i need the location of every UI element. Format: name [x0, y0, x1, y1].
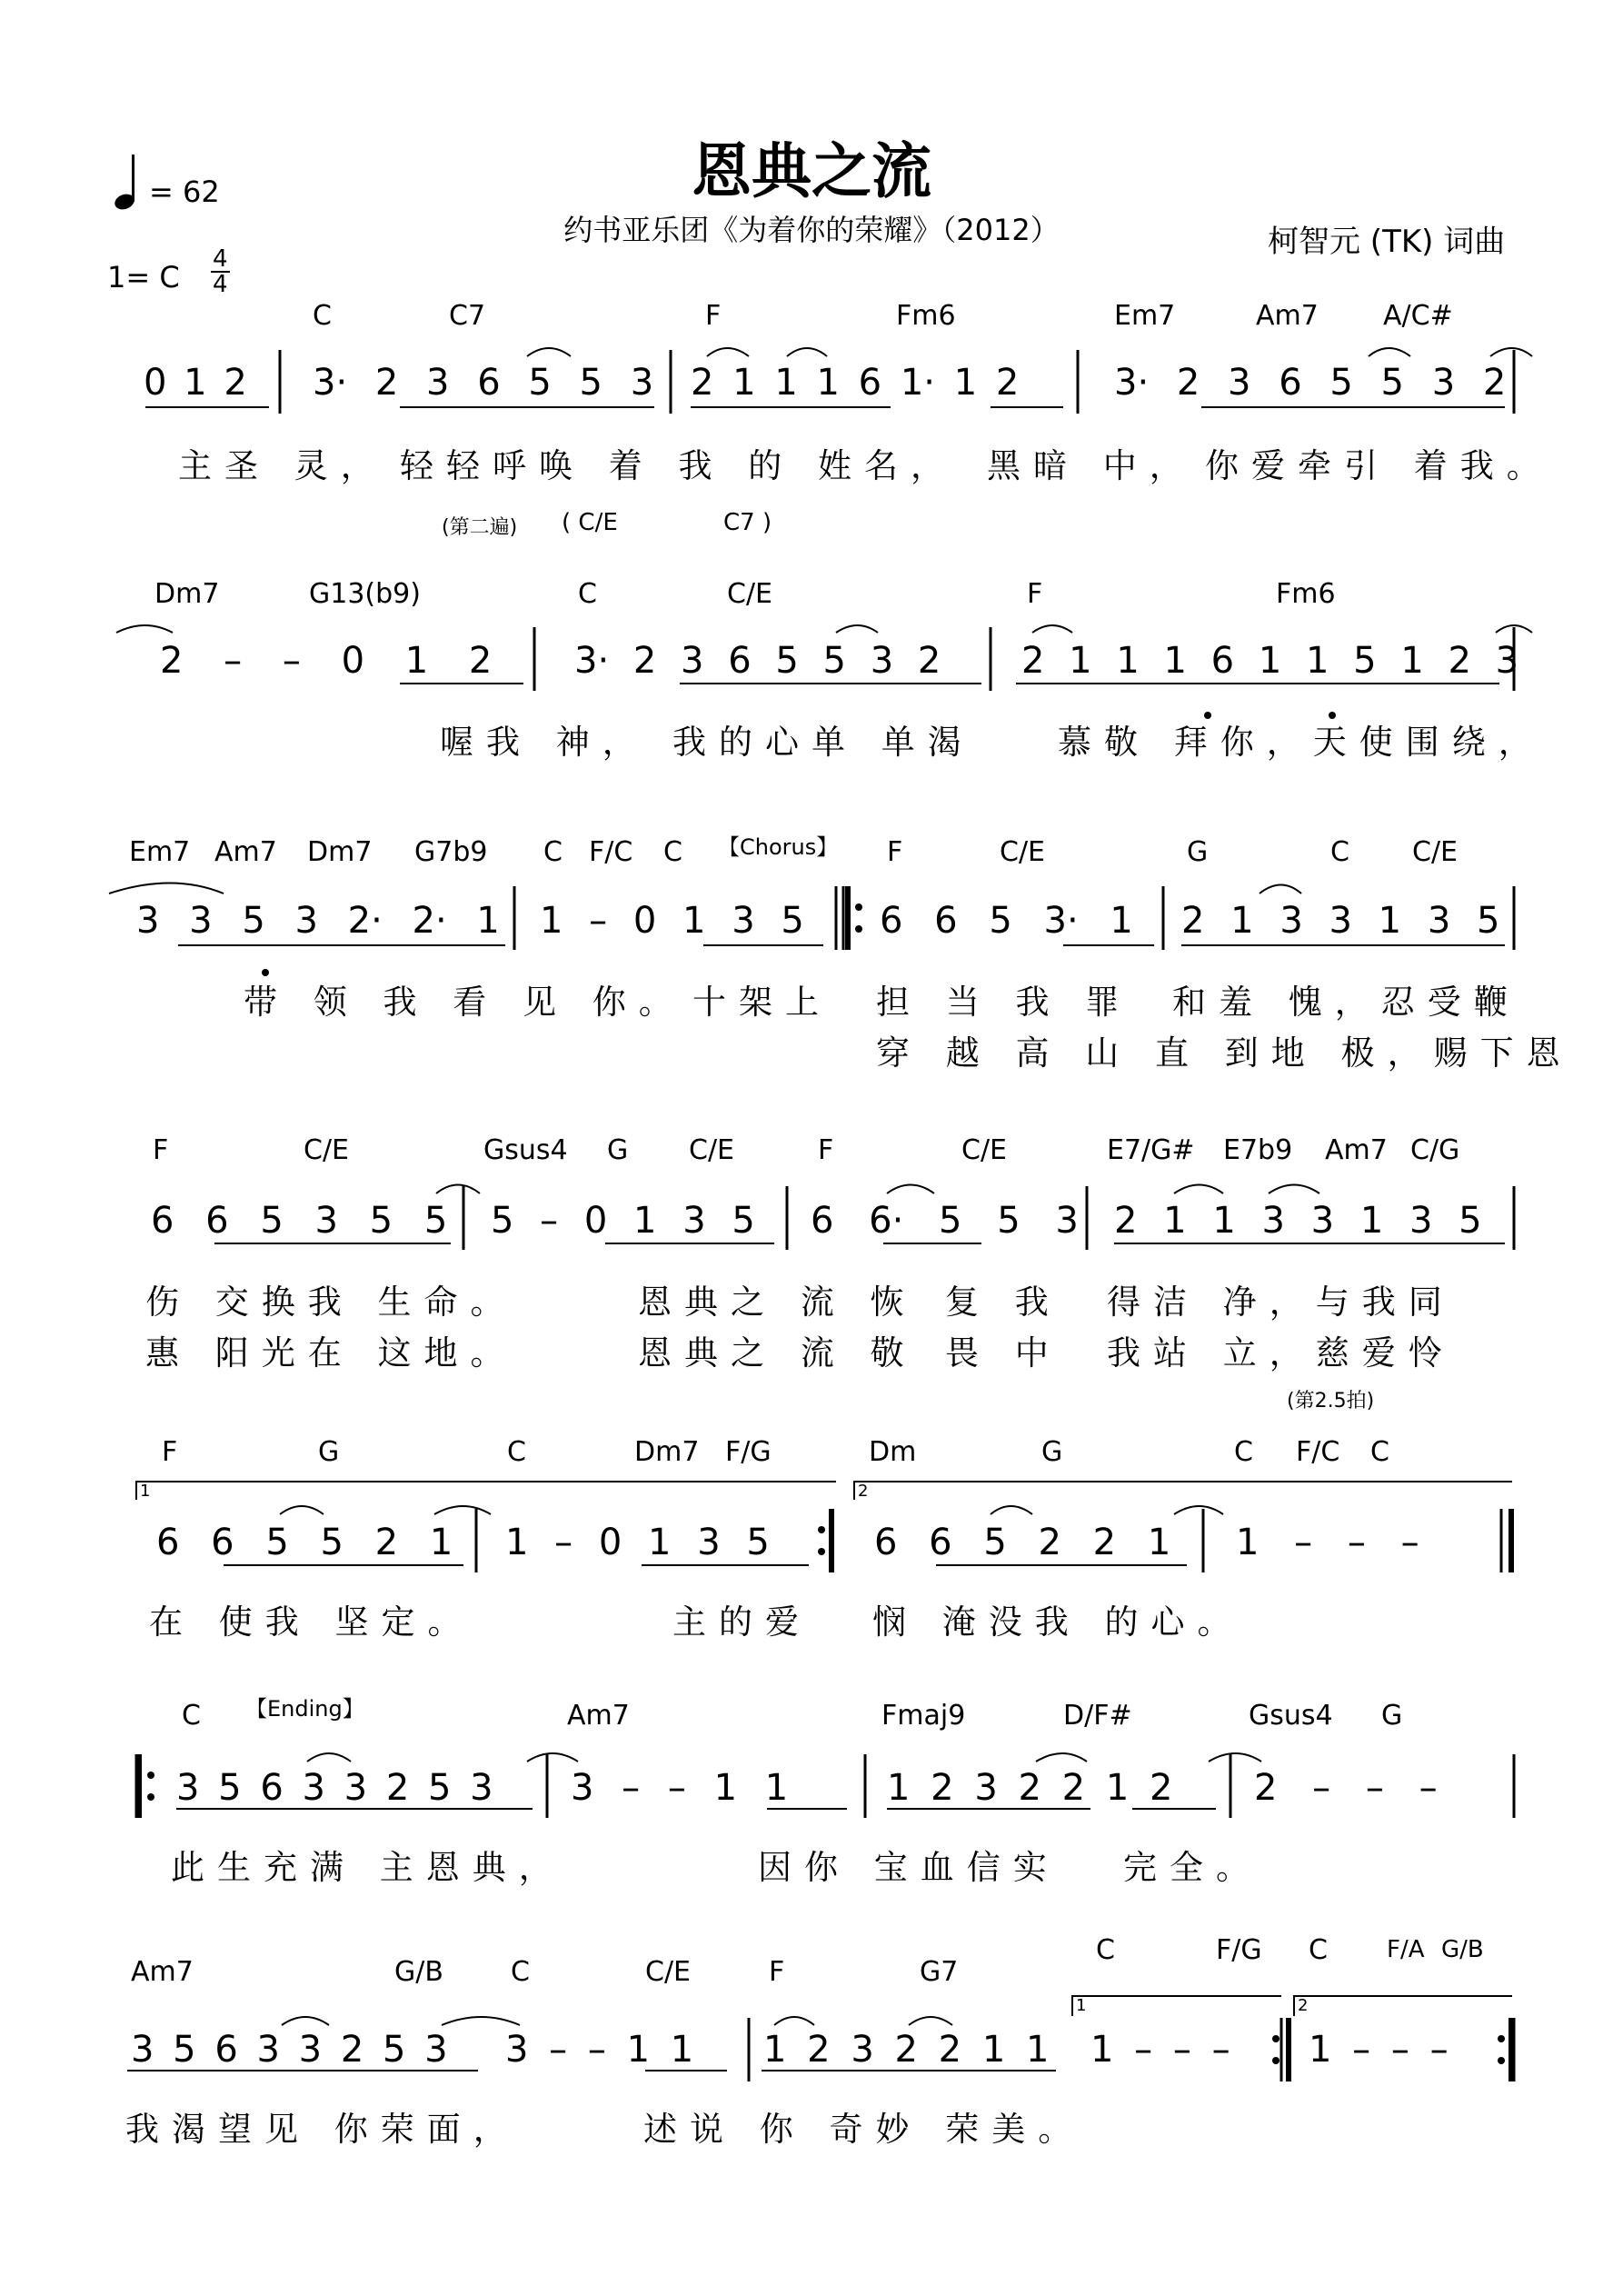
lyric-line: 恩典之 流 恢: [638, 1283, 917, 1322]
notation-measure: 6 6 5 3· 1: [880, 900, 1133, 942]
notation-measure: 2 – – 0 1 2: [160, 640, 493, 682]
lyric-line: 我的心单 单渴: [672, 723, 974, 762]
tempo-value: = 62: [149, 175, 220, 209]
composer-credit: 柯智元 (TK) 词曲: [1268, 224, 1506, 260]
chord-label: C: [507, 1436, 526, 1468]
chord-label: G7b9: [414, 836, 488, 868]
lyric-line: 因你 宝血信实: [758, 1848, 1060, 1887]
notation-measure: 2 1 1 1 6 1 1 5 1 2 3: [1021, 640, 1519, 682]
chord-label: F/G: [1216, 1934, 1262, 1966]
notation-measure: 6 6 5 5 2 1: [156, 1522, 453, 1563]
chord-label: C: [1330, 836, 1349, 868]
section-tag-ending: 【Ending】: [245, 1696, 364, 1722]
chord-label: C/E: [645, 1956, 692, 1988]
chord-label: A/C#: [1383, 300, 1453, 332]
lyric-line: 主圣 灵，: [178, 446, 387, 485]
chord-label: C/E: [304, 1134, 350, 1166]
chord-label: F: [818, 1134, 834, 1166]
chord-label: Em7: [129, 836, 191, 868]
alt-chord-label: ( C/E: [562, 509, 618, 536]
notation-measure: 1 2 3 2 2 1 2: [887, 1767, 1173, 1809]
notation-measure: 3 – – 1 1: [505, 2029, 694, 2071]
notation-measure: 2 1 3 3 1 3 5: [1181, 900, 1500, 942]
chord-label: Gsus4: [1249, 1700, 1333, 1732]
chord-label: C/E: [961, 1134, 1008, 1166]
chord-label: C7: [449, 300, 486, 332]
time-signature-top: 4: [213, 245, 228, 273]
lyric-line: 复 我: [945, 1283, 1061, 1322]
chord-label: C: [313, 300, 332, 332]
lyric-line: 主的爱: [672, 1602, 812, 1642]
score-subtitle: 约书亚乐团《为着你的荣耀》（2012）: [563, 213, 1060, 247]
chord-label: Dm: [869, 1436, 917, 1468]
notation-measure: 2 1 1 3 3 1 3 5: [1114, 1200, 1482, 1242]
section-tag-chorus: 【Chorus】: [718, 834, 839, 860]
chord-label: D/F#: [1063, 1700, 1132, 1732]
chord-label: Gsus4: [483, 1134, 568, 1166]
chord-label: Fm6: [896, 300, 956, 332]
notation-measure: 3 5 6 3 3 2 5 3: [176, 1767, 493, 1809]
beat-annotation: (第2.5拍): [1287, 1390, 1375, 1413]
chord-label: C: [1370, 1436, 1389, 1468]
volta-label: 1: [140, 1482, 151, 1501]
notation-measure: 0 1 2: [144, 362, 247, 404]
notation-measure: 3 3 5 3 2· 2· 1: [136, 900, 500, 942]
notation-measure: 3· 2 3 6 5 5 3 2: [1114, 362, 1507, 404]
chord-label: Am7: [131, 1956, 194, 1988]
notation-measure: 1 – – –: [1309, 2029, 1449, 2071]
chord-label: F: [1027, 578, 1043, 610]
chord-label: F/G: [725, 1436, 772, 1468]
chord-label: F/A: [1387, 1936, 1425, 1963]
chord-label: Am7: [1325, 1134, 1388, 1166]
lyric-line: 此生充满 主恩典，: [171, 1848, 565, 1887]
notation-measure: 6 6· 5 5 3: [811, 1200, 1079, 1242]
lyric-line: 我渴望见 你荣面，: [125, 2110, 520, 2149]
chord-label: C: [511, 1956, 530, 1988]
chord-label: F/C: [589, 836, 633, 868]
chord-label: G13(b9): [309, 578, 421, 610]
chord-label: C/E: [1000, 836, 1046, 868]
notation-measure: 6 6 5 2 2 1: [874, 1522, 1171, 1563]
lyric-line: 你爱牵引 着我。: [1205, 446, 1553, 485]
notation-measure: 1 – – –: [1090, 2029, 1230, 2071]
chord-label: Dm7: [634, 1436, 700, 1468]
notation-measure: 2 1 1 1 6 1· 1 2: [691, 362, 1020, 404]
notation-measure: 1 – 0 1 3 5: [540, 900, 804, 942]
lyric-line: 担 当 我 罪: [876, 983, 1132, 1022]
chord-label: E7b9: [1223, 1134, 1293, 1166]
chord-label: G: [1381, 1700, 1403, 1732]
chord-label: C/G: [1410, 1134, 1460, 1166]
chord-label: Fm6: [1276, 578, 1336, 610]
chord-label: F: [887, 836, 903, 868]
chord-label: C: [578, 578, 597, 610]
chord-label: Dm7: [307, 836, 373, 868]
notation-measure: 3 5 6 3 3 2 5 3: [131, 2029, 448, 2071]
volta-label: 2: [1298, 1996, 1309, 2015]
chord-label: G/B: [1441, 1936, 1484, 1963]
notation-measure: 3 – – 1 1: [571, 1767, 789, 1809]
chord-label: Fmaj9: [881, 1700, 966, 1732]
lyric-line: 悯 淹没我 的心。: [872, 1602, 1244, 1642]
lyric-line: 伤 交换我 生命。: [145, 1283, 517, 1322]
key-signature: 1= C: [107, 260, 180, 294]
notation-measure: 1 2 3 2 2 1 1: [763, 2029, 1050, 2071]
chord-label: F: [162, 1436, 178, 1468]
chord-label: Dm7: [154, 578, 220, 610]
chord-label: G: [607, 1134, 629, 1166]
chord-label: C: [1309, 1934, 1328, 1966]
volta-label: 2: [858, 1482, 869, 1501]
score-title: 恩典之流: [692, 136, 931, 206]
lyric-line: 和羞 愧，忍受鞭: [1172, 983, 1520, 1022]
chord-label: G7: [920, 1956, 959, 1988]
chord-label: Am7: [1256, 300, 1319, 332]
lyric-line: 喔我 神，: [440, 723, 649, 762]
notation-measure: 1 – – –: [1236, 1522, 1419, 1563]
lyric-line: 轻轻呼唤 着 我 的 姓名，: [400, 446, 958, 485]
notation-measure: 1 – 0 1 3 5: [505, 1522, 770, 1563]
notation-measure: 5 – 0 1 3 5: [491, 1200, 755, 1242]
notation-measure: 3· 2 3 6 5 5 3: [313, 362, 654, 404]
lyric-line: 述说 你 奇妙 荣美。: [643, 2110, 1085, 2149]
notation-measure: 6 6 5 3 5 5: [151, 1200, 448, 1242]
lyric-line: 穿 越 高 山 直 到地 极，赐下恩: [876, 1033, 1573, 1073]
lyric-line: 恩典之 流 敬: [638, 1333, 917, 1373]
volta-label: 1: [1076, 1996, 1087, 2015]
chord-label: G: [1041, 1436, 1063, 1468]
time-signature-bottom: 4: [213, 271, 228, 298]
chord-label: E7/G#: [1107, 1134, 1195, 1166]
chord-label: F: [769, 1956, 785, 1988]
chord-label: C: [543, 836, 563, 868]
chord-label: C/E: [1412, 836, 1459, 868]
notation-measure: 2 – – –: [1254, 1767, 1438, 1809]
chord-label: C: [663, 836, 682, 868]
chord-label: C: [1234, 1436, 1253, 1468]
lyric-line: 完全。: [1123, 1848, 1262, 1887]
alt-chord-label: C7 ): [723, 509, 772, 536]
chord-label: Em7: [1114, 300, 1176, 332]
lyric-line: 在 使我 坚定。: [149, 1602, 474, 1642]
lyric-line: 带 领 我 看 见 你。: [244, 983, 685, 1022]
lyric-line: 黑暗 中，: [987, 446, 1196, 485]
repeat-annotation: (第二遍): [442, 516, 518, 539]
chord-label: Am7: [567, 1700, 630, 1732]
lyric-line: 惠 阳光在 这地。: [145, 1333, 517, 1373]
lyric-line: 得洁 净，与我同: [1107, 1283, 1455, 1322]
chord-label: F: [705, 300, 722, 332]
lyric-line: 畏 中: [945, 1333, 1061, 1373]
chord-label: C: [182, 1700, 201, 1732]
lyric-line: 十架上: [692, 983, 831, 1022]
lyric-line: 慕敬 拜你，天使围绕，: [1058, 723, 1545, 762]
chord-label: C/E: [689, 1134, 735, 1166]
chord-label: C/E: [727, 578, 773, 610]
chord-label: G: [1187, 836, 1209, 868]
lyric-line: 我站 立，慈爱怜: [1107, 1333, 1455, 1373]
chord-label: G: [318, 1436, 340, 1468]
chord-label: F/C: [1296, 1436, 1340, 1468]
chord-label: F: [153, 1134, 169, 1166]
notation-measure: 3· 2 3 6 5 5 3 2: [574, 640, 941, 682]
chord-label: G/B: [394, 1956, 443, 1988]
chord-label: Am7: [214, 836, 277, 868]
chord-label: C: [1096, 1934, 1115, 1966]
